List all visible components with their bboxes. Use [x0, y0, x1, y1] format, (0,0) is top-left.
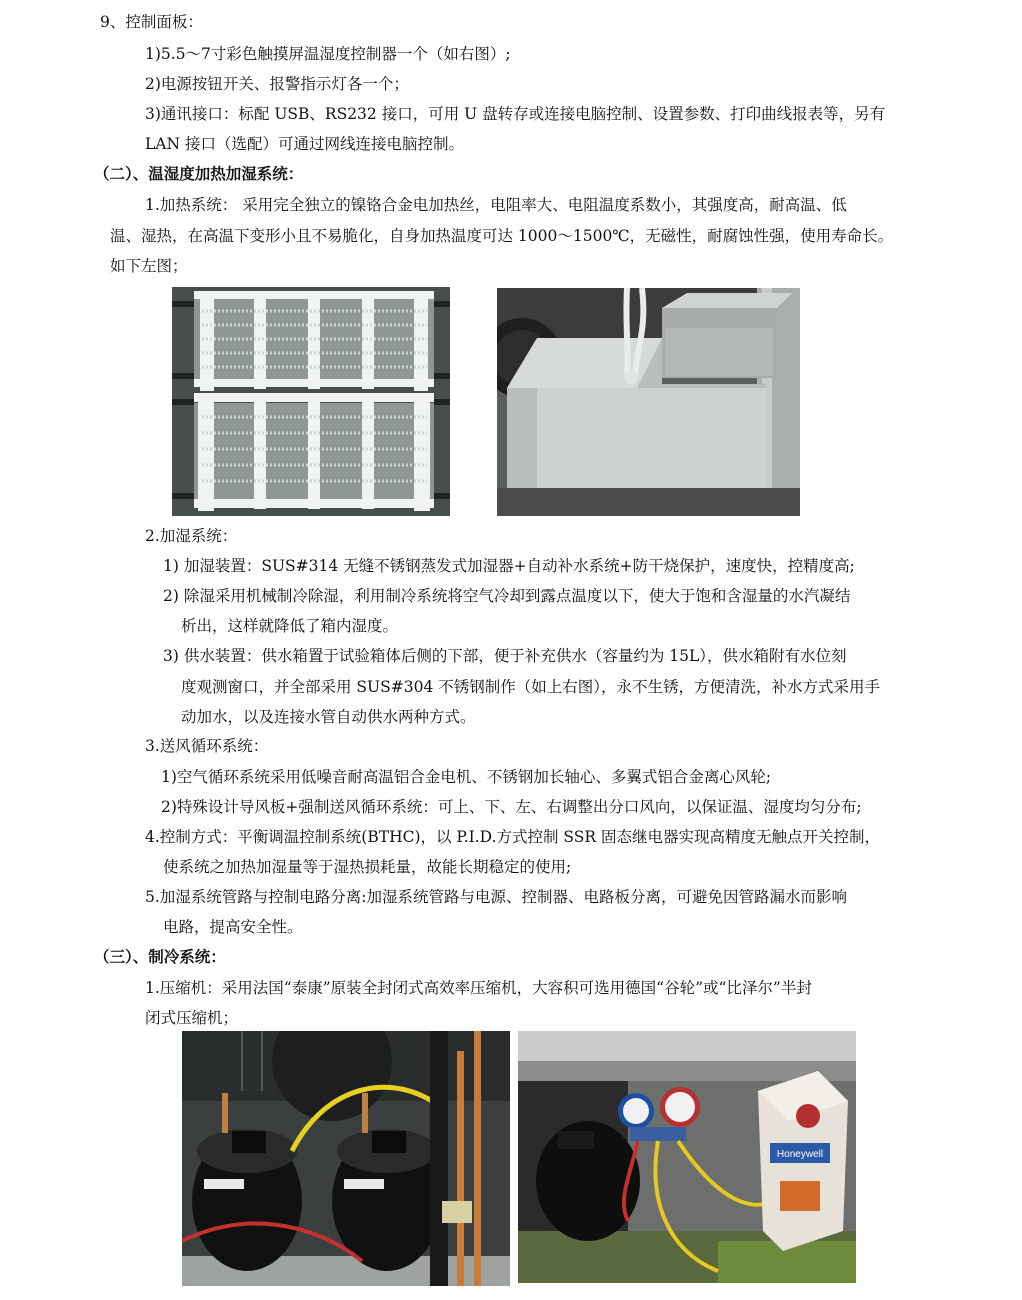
air-circulation-item-2: 2)特殊设计导风板+强制送风循环系统：可上、下、左、右调整出分口风向，以保证温、湿度均匀分布; [161, 798, 862, 816]
panel-item-1: 1)5.5～7寸彩色触摸屏温湿度控制器一个（如右图）; [145, 45, 511, 63]
panel-item-3-line-1: 3)通讯接口：标配 USB、RS232 接口，可用 U 盘转存或连接电脑控制、设置参数、打印曲线报表等，另有 [145, 105, 886, 123]
photo-heating-elements [172, 287, 450, 516]
section-title-heating-humidifying: （二）、温湿度加热加湿系统： [94, 164, 304, 183]
heating-line-2: 温、湿热，在高温下变形小且不易脆化，自身加热温度可达 1000～1500℃，无磁性，耐腐蚀性强，使用寿命长。 [110, 227, 894, 245]
humidifying-item-3-line-3: 动加水，以及连接水管自动供水两种方式。 [181, 708, 476, 726]
control-method-line-1: 4.控制方式：平衡调温控制系统(BTHC)，以 P.I.D.方式控制 SSR 固态继电器实现高精度无触点开关控制， [145, 828, 880, 846]
humidifying-item-3-line-2: 度观测窗口，并全部采用 SUS#304 不锈钢制作（如上右图），永不生锈，方便清洗，补水方式采用手 [181, 678, 880, 696]
section-title-control-panel: 9、控制面板： [100, 13, 203, 31]
photo-water-tank [497, 288, 800, 516]
control-method-line-2: 使系统之加热加湿量等于湿热损耗量，故能长期稳定的使用; [163, 858, 572, 876]
photo-compressors [182, 1031, 510, 1286]
panel-item-3-line-2: LAN 接口（选配）可通过网线连接电脑控制。 [145, 135, 464, 153]
refrigerant-brand-label: Honeywell [776, 1149, 824, 1160]
heating-line-3: 如下左图； [110, 257, 188, 275]
humidifying-title: 2.加湿系统： [145, 527, 238, 545]
compressor-line-2: 闭式压缩机； [145, 1009, 239, 1027]
air-circulation-title: 3.送风循环系统： [145, 737, 269, 755]
photo-refrigerant-charging [518, 1031, 856, 1283]
heating-line-1: 1.加热系统： 采用完全独立的镍铬合金电加热丝，电阻率大、电阻温度系数小，其强度高，耐高温、低 [145, 196, 847, 214]
compressor-line-1: 1.压缩机：采用法国“泰康”原装全封闭式高效率压缩机，大容积可选用德国“谷轮”或“比泽尔”半封 [145, 979, 812, 997]
separation-line-1: 5.加湿系统管路与控制电路分离:加湿系统管路与电源、控制器、电路板分离，可避免因管路漏水而影响 [145, 888, 848, 906]
panel-item-2: 2)电源按钮开关、报警指示灯各一个； [145, 75, 409, 93]
humidifying-item-3-line-1: 3) 供水装置：供水箱置于试验箱体后侧的下部，便于补充供水（容量约为 15L），供水箱附有水位刻 [163, 647, 847, 665]
separation-line-2: 电路，提高安全性。 [163, 918, 303, 936]
humidifying-item-1: 1) 加湿装置：SUS#314 无缝不锈钢蒸发式加湿器+自动补水系统+防干烧保护，速度快，控精度高; [163, 557, 855, 575]
section-title-refrigeration: （三）、制冷系统： [94, 947, 226, 966]
air-circulation-item-1: 1)空气循环系统采用低噪音耐高温铝合金电机、不锈钢加长轴心、多翼式铝合金离心风轮; [161, 768, 772, 786]
humidifying-item-2-line-1: 2) 除湿采用机械制冷除湿，利用制冷系统将空气冷却到露点温度以下，使大于饱和含湿量的水汽凝结 [163, 587, 851, 605]
humidifying-item-2-line-2: 析出，这样就降低了箱内湿度。 [181, 617, 399, 635]
